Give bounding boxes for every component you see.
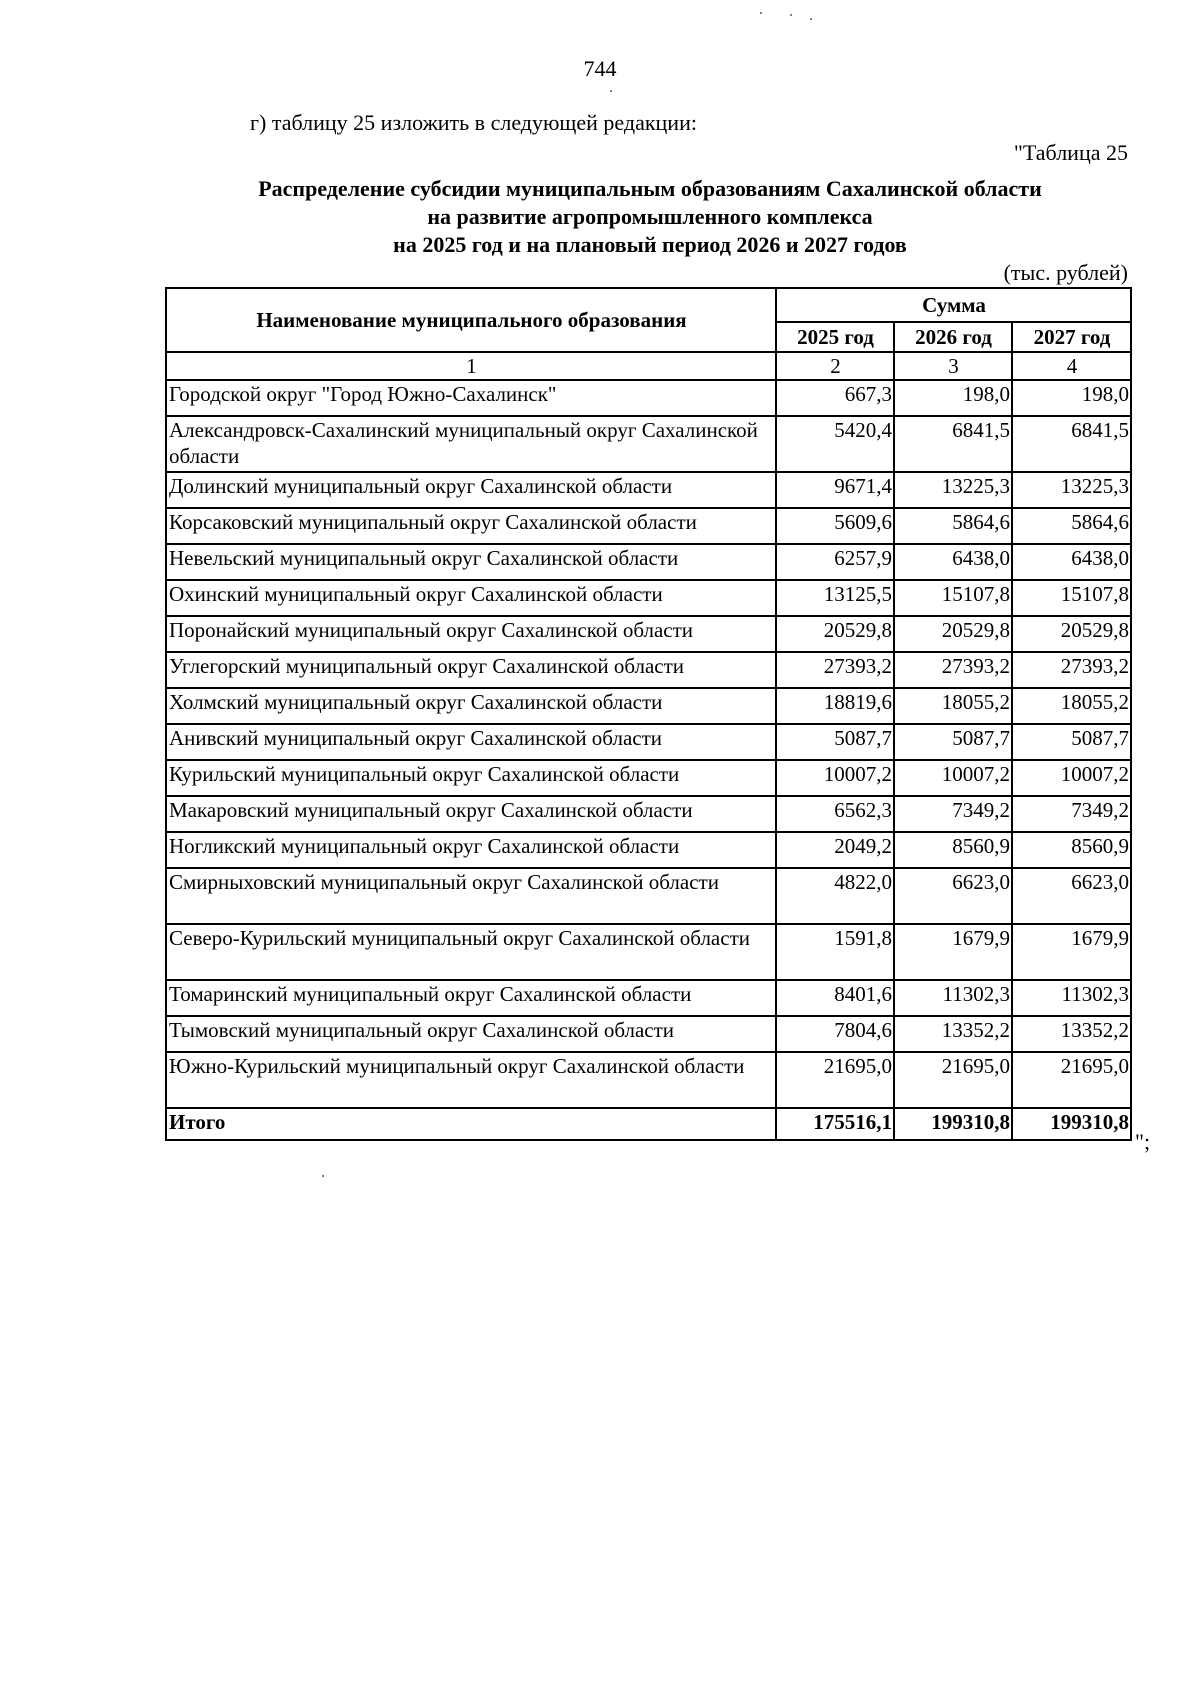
index-cell: 1 [166, 352, 776, 380]
value-2025-cell: 18819,6 [776, 688, 894, 724]
value-2026-cell: 27393,2 [894, 652, 1012, 688]
table-row [166, 580, 1131, 616]
municipality-name-cell: Поронайский муниципальный округ Сахалинской области [166, 616, 776, 652]
scan-speck [322, 1175, 324, 1177]
value-2026-cell: 8560,9 [894, 832, 1012, 868]
value-2025-cell: 6257,9 [776, 544, 894, 580]
value-2026-cell: 21695,0 [894, 1052, 1012, 1108]
value-2026-cell: 11302,3 [894, 980, 1012, 1016]
municipality-name-cell: Александровск-Сахалинский муниципальный округ Сахалинской области [166, 416, 776, 472]
value-2026-cell: 1679,9 [894, 924, 1012, 980]
table-row [166, 832, 1131, 868]
scan-speck [810, 18, 812, 20]
table-row [166, 1052, 1131, 1108]
instruction-text: г) таблицу 25 изложить в следующей редакции: [250, 110, 697, 135]
municipality-name-cell: Анивский муниципальный округ Сахалинской области [166, 724, 776, 760]
value-2026-cell: 7349,2 [894, 796, 1012, 832]
value-2027-cell: 15107,8 [1012, 580, 1131, 616]
value-2027-cell: 6623,0 [1012, 868, 1131, 924]
total-2027-cell: 199310,8 [1012, 1108, 1131, 1140]
scan-speck [790, 14, 792, 16]
header-year-2027: 2027 год [1012, 322, 1131, 352]
value-2025-cell: 5609,6 [776, 508, 894, 544]
value-2025-cell: 27393,2 [776, 652, 894, 688]
municipality-name-cell: Южно-Курильский муниципальный округ Сахалинской области [166, 1052, 776, 1108]
value-2026-cell: 6438,0 [894, 544, 1012, 580]
units-label: (тыс. рублей) [1003, 260, 1128, 285]
value-2026-cell: 15107,8 [894, 580, 1012, 616]
municipality-name-cell: Корсаковский муниципальный округ Сахалинской области [166, 508, 776, 544]
value-2025-cell: 2049,2 [776, 832, 894, 868]
total-2025-cell: 175516,1 [776, 1108, 894, 1140]
title-line: на развитие агропромышленного комплекса [427, 204, 873, 229]
value-2027-cell: 198,0 [1012, 380, 1131, 416]
page-number: 744 [583, 56, 617, 81]
header-sum: Сумма [776, 288, 1131, 322]
title-line: Распределение субсидии муниципальным образованиям Сахалинской области [258, 176, 1042, 201]
value-2026-cell: 10007,2 [894, 760, 1012, 796]
municipality-name-cell: Холмский муниципальный округ Сахалинской области [166, 688, 776, 724]
value-2027-cell: 5864,6 [1012, 508, 1131, 544]
value-2027-cell: 6841,5 [1012, 416, 1131, 472]
table-row [166, 380, 1131, 416]
table-row [166, 868, 1131, 924]
value-2027-cell: 7349,2 [1012, 796, 1131, 832]
value-2026-cell: 6623,0 [894, 868, 1012, 924]
value-2026-cell: 198,0 [894, 380, 1012, 416]
municipality-name-cell: Углегорский муниципальный округ Сахалинской области [166, 652, 776, 688]
value-2027-cell: 6438,0 [1012, 544, 1131, 580]
value-2027-cell: 5087,7 [1012, 724, 1131, 760]
municipality-name-cell: Северо-Курильский муниципальный округ Сахалинской области [166, 924, 776, 980]
municipality-name-cell: Томаринский муниципальный округ Сахалинской области [166, 980, 776, 1016]
value-2027-cell: 21695,0 [1012, 1052, 1131, 1108]
value-2027-cell: 27393,2 [1012, 652, 1131, 688]
document-title [0, 175, 1200, 259]
scan-speck [610, 90, 612, 92]
value-2025-cell: 21695,0 [776, 1052, 894, 1108]
table-row [166, 544, 1131, 580]
value-2026-cell: 20529,8 [894, 616, 1012, 652]
value-2027-cell: 1679,9 [1012, 924, 1131, 980]
municipality-name-cell: Тымовский муниципальный округ Сахалинской области [166, 1016, 776, 1052]
value-2027-cell: 18055,2 [1012, 688, 1131, 724]
total-label-cell: Итого [166, 1108, 776, 1140]
municipality-name-cell: Смирныховский муниципальный округ Сахалинской области [166, 868, 776, 924]
value-2027-cell: 13352,2 [1012, 1016, 1131, 1052]
municipality-name-cell: Макаровский муниципальный округ Сахалинской области [166, 796, 776, 832]
value-2025-cell: 10007,2 [776, 760, 894, 796]
value-2025-cell: 8401,6 [776, 980, 894, 1016]
municipality-name-cell: Ногликский муниципальный округ Сахалинской области [166, 832, 776, 868]
value-2025-cell: 4822,0 [776, 868, 894, 924]
index-cell: 2 [776, 352, 894, 380]
value-2025-cell: 667,3 [776, 380, 894, 416]
value-2025-cell: 13125,5 [776, 580, 894, 616]
table-row [166, 796, 1131, 832]
value-2027-cell: 11302,3 [1012, 980, 1131, 1016]
value-2026-cell: 18055,2 [894, 688, 1012, 724]
scan-speck [760, 12, 762, 14]
municipality-name-cell: Охинский муниципальный округ Сахалинской области [166, 580, 776, 616]
municipality-name-cell: Долинский муниципальный округ Сахалинской области [166, 472, 776, 508]
table-row [166, 416, 1131, 472]
value-2025-cell: 5420,4 [776, 416, 894, 472]
table-row [166, 652, 1131, 688]
table-row [166, 1016, 1131, 1052]
table-row [166, 980, 1131, 1016]
value-2026-cell: 6841,5 [894, 416, 1012, 472]
subsidy-table [165, 287, 1132, 1141]
index-cell: 3 [894, 352, 1012, 380]
value-2027-cell: 13225,3 [1012, 472, 1131, 508]
value-2025-cell: 7804,6 [776, 1016, 894, 1052]
table-row [166, 724, 1131, 760]
value-2025-cell: 5087,7 [776, 724, 894, 760]
table-caption: "Таблица 25 [1013, 140, 1128, 165]
table-row [166, 688, 1131, 724]
index-row [166, 352, 1131, 380]
header-year-2025: 2025 год [776, 322, 894, 352]
value-2026-cell: 5864,6 [894, 508, 1012, 544]
value-2027-cell: 20529,8 [1012, 616, 1131, 652]
header-year-2026: 2026 год [894, 322, 1012, 352]
table-row [166, 616, 1131, 652]
header-municipality-name: Наименование муниципального образования [166, 288, 776, 352]
total-2026-cell: 199310,8 [894, 1108, 1012, 1140]
value-2027-cell: 10007,2 [1012, 760, 1131, 796]
municipality-name-cell: Курильский муниципальный округ Сахалинской области [166, 760, 776, 796]
table-row [166, 924, 1131, 980]
table-row [166, 508, 1131, 544]
value-2027-cell: 8560,9 [1012, 832, 1131, 868]
value-2026-cell: 13352,2 [894, 1016, 1012, 1052]
closing-quote-mark: "; [1135, 1129, 1151, 1154]
value-2026-cell: 13225,3 [894, 472, 1012, 508]
table-row [166, 760, 1131, 796]
value-2025-cell: 1591,8 [776, 924, 894, 980]
value-2025-cell: 20529,8 [776, 616, 894, 652]
total-row [166, 1108, 1131, 1140]
value-2025-cell: 6562,3 [776, 796, 894, 832]
table-row [166, 472, 1131, 508]
index-cell: 4 [1012, 352, 1131, 380]
value-2026-cell: 5087,7 [894, 724, 1012, 760]
municipality-name-cell: Городской округ "Город Южно-Сахалинск" [166, 380, 776, 416]
municipality-name-cell: Невельский муниципальный округ Сахалинской области [166, 544, 776, 580]
title-line: на 2025 год и на плановый период 2026 и 2027 годов [393, 232, 907, 257]
value-2025-cell: 9671,4 [776, 472, 894, 508]
